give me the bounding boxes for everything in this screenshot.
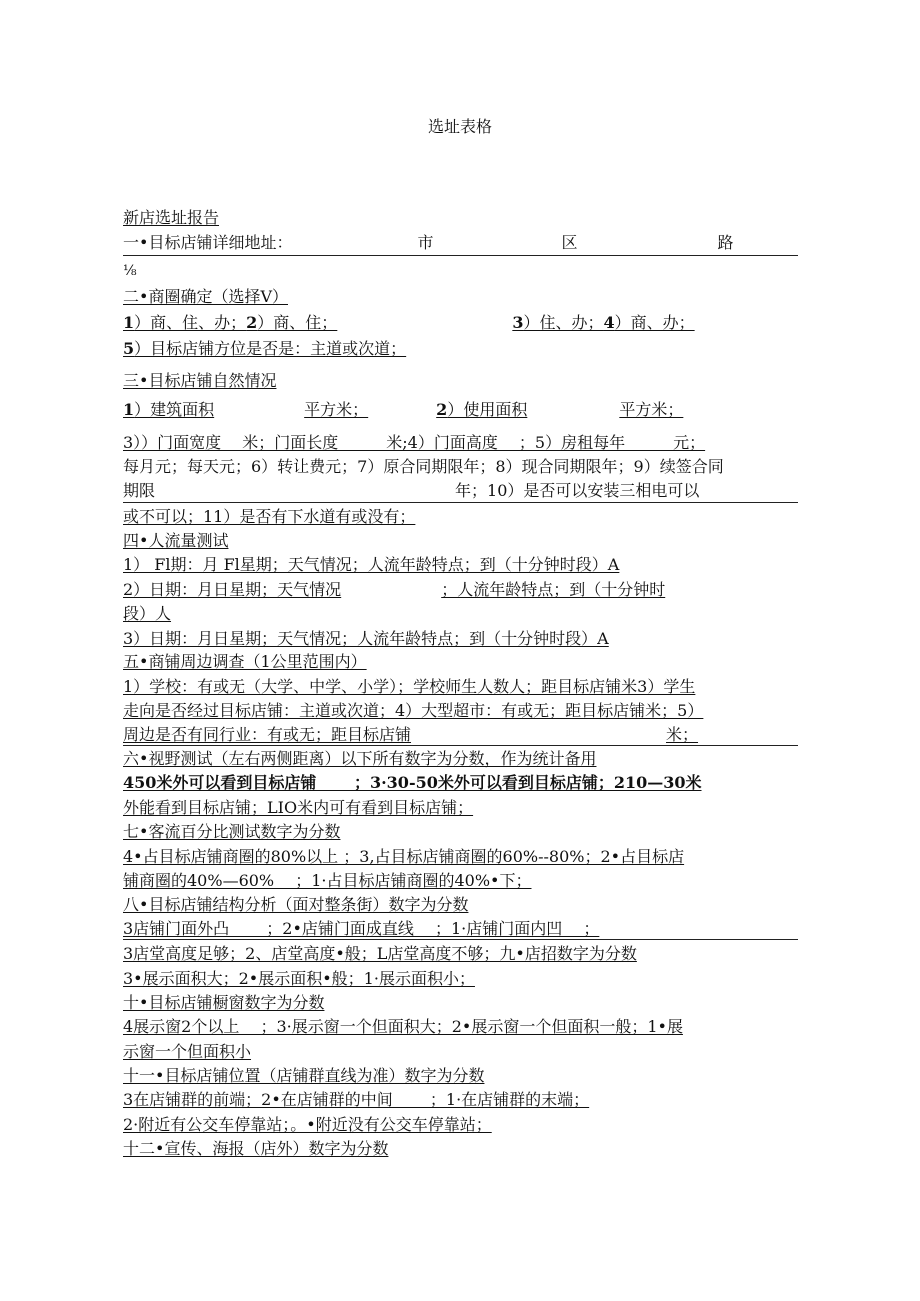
item-number: 1 [123, 400, 135, 419]
option-number: 5 [123, 339, 135, 358]
section-3-line-5: 或不可以；11）是否有下水道有或没有； [123, 507, 416, 526]
section-6-line-1: 450米外可以看到目标店铺 ；3·30-50米外可以看到目标店铺；210—30米 [123, 773, 702, 792]
section-2-line-2 [123, 339, 406, 359]
option-number: 4 [603, 313, 615, 332]
term-text: 年；10）是否可以安装三相电可以 [455, 481, 700, 500]
section-5-line-3 [123, 725, 698, 745]
fraction-mark: ⅛ [123, 263, 137, 279]
unit-sqm: 平方米； [304, 400, 369, 419]
section-7-heading: 七•客流百分比测试数字为分数 [123, 822, 341, 841]
term-label: 期限 [123, 481, 156, 500]
section-4-line-4: 3）日期：月日星期；天气情况；人流年龄特点；到（十分钟时段）A [123, 629, 609, 648]
address-line [123, 233, 734, 253]
section-2-line-1 [123, 313, 695, 333]
option-text: ）目标店铺方位是否是：主道或次道； [134, 339, 407, 358]
survey-text: 周边是否有同行业：有或无；距目标店铺 [123, 725, 412, 744]
section-3-heading: 三•目标店铺自然情况 [123, 371, 277, 390]
address-road: 路 [717, 233, 734, 252]
section-10-line-1: 4展示窗2个以上 ；3·展示窗一个但面积大；2•展示窗一个但面积一般；1•展 [123, 1017, 683, 1036]
option-text: ）住、办； [523, 313, 604, 332]
option-text: ）商、住； [257, 313, 338, 332]
section-8-line-1: 3店铺门面外凸 ；2•店铺门面成直线 ；1·店铺门面内凹 ； [123, 919, 600, 938]
address-heading: 一•目标店铺详细地址： [123, 233, 293, 252]
section-4-line-1: 1） Fl期：月 Fl星期；天气情况；人流年龄特点；到（十分钟时段）A [123, 555, 620, 574]
option-text: ）商、办； [614, 313, 695, 332]
section-7-line-2: 铺商圈的40%—60% ；1·占目标店铺商圈的40%•下； [123, 871, 532, 890]
section-3-line-2: 3））门面宽度 米；门面长度 米;4）门面高度 ；5）房租每年 元； [123, 433, 706, 452]
option-number: 2 [246, 313, 258, 332]
section-8-line-3: 3•展示面积大；2•展示面积•般；1·展示面积小； [123, 969, 475, 988]
section-10-line-2: 示窗一个但面积小 [123, 1042, 252, 1061]
traffic-text: ；人流年龄特点；到（十分钟时 [441, 580, 666, 599]
section-5-line-1: 1）学校：有或无（大学、中学、小学）；学校师生人数人；距目标店铺米3）学生 [123, 677, 696, 696]
report-title: 新店选址报告 [123, 208, 220, 227]
option-number: 1 [123, 313, 135, 332]
section-10-heading: 十•目标店铺橱窗数字为分数 [123, 993, 325, 1012]
section-8-heading: 八•目标店铺结构分析（面对整条街）数字为分数 [123, 895, 469, 914]
section-6-heading: 六•视野测试（左右两侧距离）以下所有数字为分数，作为统计备用 [123, 749, 597, 768]
section-2-heading: 二•商圈确定（选择V） [123, 287, 288, 306]
section-4-heading: 四•人流量测试 [123, 531, 229, 550]
address-city: 市 [417, 233, 434, 252]
section-8-line-2: 3店堂高度足够；2、店堂高度•般；L店堂高度不够；九•店招数字为分数 [123, 944, 637, 963]
section-7-line-1: 4•占目标店铺商圈的80%以上 ；3,占目标店铺商圈的60%--80%；2•占目标店 [123, 847, 685, 866]
section-5-line-2: 走向是否经过目标店铺：主道或次道；4）大型超市：有或无；距目标店铺米；5） [123, 701, 704, 720]
item-number: 2 [436, 400, 448, 419]
page-title: 选址表格 [427, 117, 492, 136]
option-text: ）商、住、办； [134, 313, 247, 332]
address-district: 区 [561, 233, 578, 252]
section-3-line-3: 每月元；每天元；6）转让费元；7）原合同期限年；8）现合同期限年；9）续签合同 [123, 457, 724, 476]
section-4-line-3: 段）人 [123, 604, 172, 623]
divider [123, 939, 798, 940]
traffic-text: 2）日期：月日星期；天气情况 [123, 580, 342, 599]
section-12-heading: 十二•宣传、海报（店外）数字为分数 [123, 1139, 389, 1158]
building-area-label: ）建筑面积 [134, 400, 215, 419]
section-11-line-1: 3在店铺群的前端；2•在店铺群的中间 ；1·在店铺群的末端； [123, 1090, 590, 1109]
divider [123, 745, 798, 746]
divider [123, 502, 798, 503]
unit-sqm: 平方米； [619, 400, 684, 419]
divider [123, 255, 798, 256]
section-3-line-4 [123, 481, 699, 501]
section-6-line-2: 外能看到目标店铺；LIO米内可有看到目标店铺； [123, 798, 474, 817]
section-11-line-2: 2·附近有公交车停靠站；。•附近没有公交车停靠站； [123, 1115, 492, 1134]
section-3-line-1 [123, 400, 683, 420]
usable-area-label: ）使用面积 [447, 400, 528, 419]
section-4-line-2 [123, 580, 665, 600]
unit-meters: 米； [666, 725, 699, 744]
section-5-heading: 五•商铺周边调查（1公里范围内） [123, 652, 367, 671]
option-number: 3 [512, 313, 524, 332]
section-11-heading: 十一•目标店铺位置（店铺群直线为准）数字为分数 [123, 1066, 485, 1085]
